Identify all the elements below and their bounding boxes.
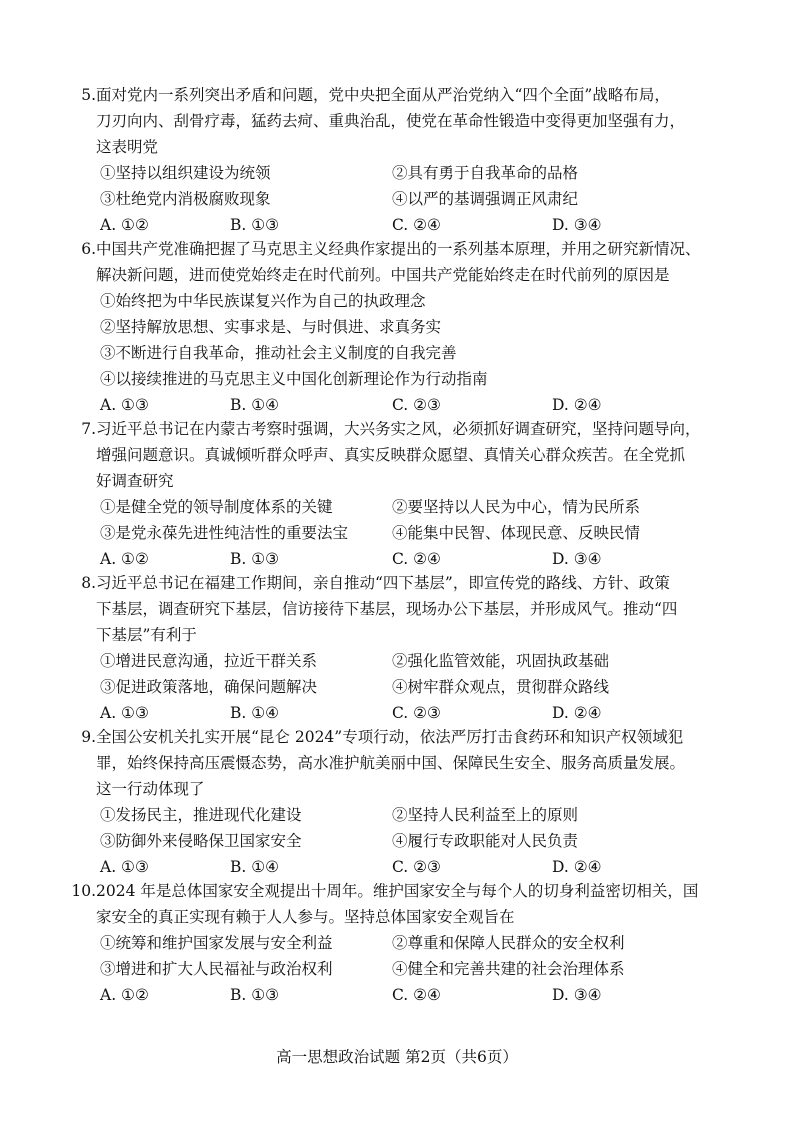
- question-number: 7.: [81, 420, 96, 438]
- question-stem-line: 全国公安机关扎实开展“昆仑 2024”专项行动，依法严厉打击食药环和知识产权领域犯: [96, 728, 684, 746]
- question-stem-line: 刀刃向内、刮骨疗毒，猛药去疴、重典治乱，使党在革命性锻造中变得更加坚强有力，: [96, 112, 686, 130]
- statement: ④履行专政职能对人民负责: [392, 832, 579, 850]
- question-stem-line: 习近平总书记在内蒙古考察时强调，大兴务实之风，必须抓好调查研究，坚持问题导向，: [96, 420, 701, 438]
- question-stem-line: 面对党内一系列突出矛盾和问题，党中央把全面从严治党纳入“四个全面”战略布局，: [96, 86, 670, 104]
- question-stem-line: 家安全的真正实现有赖于人人参与。坚持总体国家安全观旨在: [96, 908, 515, 926]
- choice-b[interactable]: B. ①③: [230, 216, 280, 234]
- statement: ③增进和扩大人民福祉与政治权利: [100, 960, 333, 978]
- question-number: 6.: [81, 240, 96, 258]
- choice-c[interactable]: C. ②③: [392, 396, 441, 414]
- choice-d[interactable]: D. ②④: [552, 704, 602, 722]
- statement: ④能集中民智、体现民意、反映民情: [392, 524, 641, 542]
- statement: ③防御外来侵略保卫国家安全: [100, 832, 302, 850]
- choice-a[interactable]: A. ①③: [100, 396, 149, 414]
- page-footer: 高一思想政治试题 第2页（共6页）: [276, 1048, 518, 1066]
- statement: ③促进政策落地，确保问题解决: [100, 678, 318, 696]
- choice-b[interactable]: B. ①④: [230, 704, 280, 722]
- statement: ②坚持人民利益至上的原则: [392, 806, 579, 824]
- statement: ①是健全党的领导制度体系的关键: [100, 498, 333, 516]
- statement: ①始终把为中华民族谋复兴作为自己的执政理念: [100, 292, 426, 310]
- choice-b[interactable]: B. ①④: [230, 396, 280, 414]
- choice-d[interactable]: D. ②④: [552, 858, 602, 876]
- choice-d[interactable]: D. ③④: [552, 216, 602, 234]
- choice-b[interactable]: B. ①③: [230, 550, 280, 568]
- question-stem-line: 好调查研究: [96, 472, 174, 490]
- choice-d[interactable]: D. ③④: [552, 986, 602, 1004]
- statement: ②坚持解放思想、实事求是、与时俱进、求真务实: [100, 318, 442, 336]
- choice-d[interactable]: D. ③④: [552, 550, 602, 568]
- statement: ①发扬民主，推进现代化建设: [100, 806, 302, 824]
- choice-d[interactable]: D. ②④: [552, 396, 602, 414]
- statement: ①坚持以组织建设为统领: [100, 164, 271, 182]
- question-number: 8.: [81, 574, 96, 592]
- statement: ③是党永葆先进性纯洁性的重要法宝: [100, 524, 349, 542]
- statement: ③不断进行自我革命，推动社会主义制度的自我完善: [100, 344, 457, 362]
- choice-c[interactable]: C. ②③: [392, 704, 441, 722]
- statement: ④以接续推进的马克思主义中国化创新理论作为行动指南: [100, 370, 488, 388]
- question-stem-line: 下基层”有利于: [96, 626, 197, 644]
- choice-c[interactable]: C. ②④: [392, 216, 441, 234]
- question-stem-line: 增强问题意识。真诚倾听群众呼声、真实反映群众愿望、真情关心群众疾苦。在全党抓: [96, 446, 686, 464]
- question-stem-line: 习近平总书记在福建工作期间，亲自推动“四下基层”，即宣传党的路线、方针、政策: [96, 574, 670, 592]
- choice-c[interactable]: C. ②③: [392, 858, 441, 876]
- statement: ④健全和完善共建的社会治理体系: [392, 960, 625, 978]
- question-stem-line: 罪，始终保持高压震慑态势，高水准护航美丽中国、保障民生安全、服务高质量发展。: [96, 754, 686, 772]
- question-stem-line: 中国共产党准确把握了马克思主义经典作家提出的一系列基本原理，并用之研究新情况、: [96, 240, 701, 258]
- question-stem-line: 解决新问题，进而使党始终走在时代前列。中国共产党能始终走在时代前列的原因是: [96, 266, 670, 284]
- question-number: 10.: [71, 882, 96, 900]
- choice-c[interactable]: C. ②④: [392, 550, 441, 568]
- statement: ②强化监管效能，巩固执政基础: [392, 652, 610, 670]
- question-stem-line: 2024 年是总体国家安全观提出十周年。维护国家安全与每个人的切身利益密切相关，国: [96, 882, 699, 900]
- statement: ②具有勇于自我革命的品格: [392, 164, 579, 182]
- choice-b[interactable]: B. ①③: [230, 986, 280, 1004]
- choice-a[interactable]: A. ①③: [100, 704, 149, 722]
- statement: ③杜绝党内消极腐败现象: [100, 190, 271, 208]
- choice-a[interactable]: A. ①②: [100, 986, 149, 1004]
- choice-b[interactable]: B. ①④: [230, 858, 280, 876]
- statement: ④树牢群众观点，贯彻群众路线: [392, 678, 610, 696]
- statement: ①增进民意沟通，拉近干群关系: [100, 652, 318, 670]
- choice-a[interactable]: A. ①②: [100, 550, 149, 568]
- question-stem-line: 这一行动体现了: [96, 780, 205, 798]
- statement: ①统筹和维护国家发展与安全利益: [100, 934, 333, 952]
- choice-a[interactable]: A. ①②: [100, 216, 149, 234]
- question-stem-line: 这表明党: [96, 138, 159, 156]
- statement: ④以严的基调强调正风肃纪: [392, 190, 579, 208]
- question-number: 9.: [81, 728, 96, 746]
- question-stem-line: 下基层，调查研究下基层，信访接待下基层，现场办公下基层，并形成风气。推动“四: [96, 600, 678, 618]
- question-number: 5.: [81, 86, 96, 104]
- statement: ②要坚持以人民为中心，情为民所系: [392, 498, 641, 516]
- choice-c[interactable]: C. ②④: [392, 986, 441, 1004]
- choice-a[interactable]: A. ①③: [100, 858, 149, 876]
- statement: ②尊重和保障人民群众的安全权利: [392, 934, 625, 952]
